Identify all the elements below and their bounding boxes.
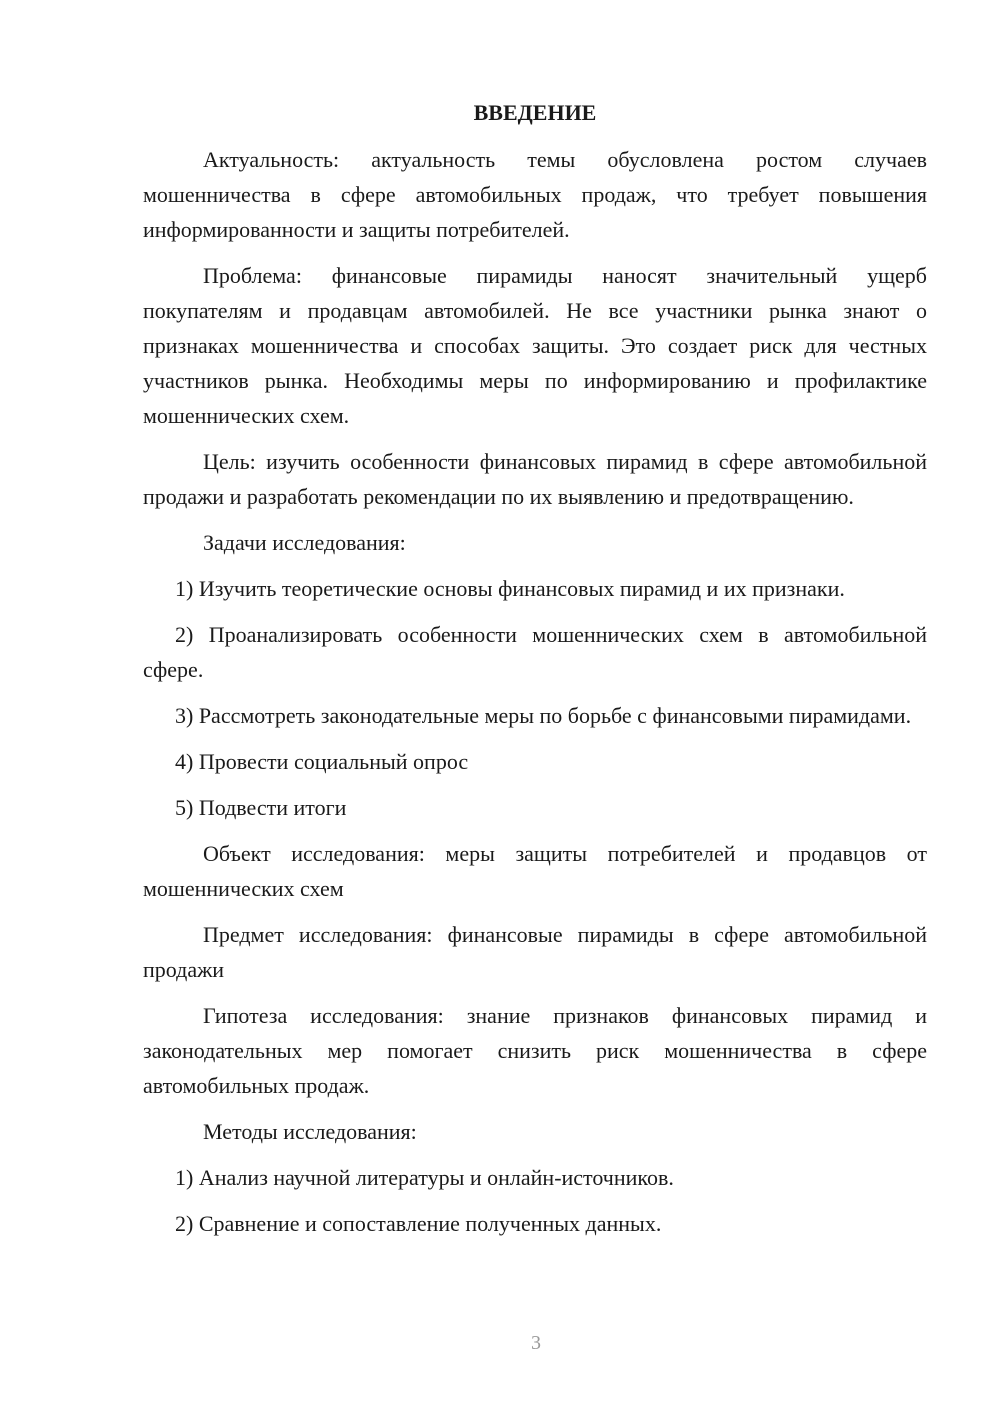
task-item: 5) Подвести итоги [175, 795, 347, 820]
page-title: ВВЕДЕНИЕ [473, 100, 597, 125]
task-item: 4) Провести социальный опрос [175, 749, 469, 774]
paragraph-problem: Проблема: финансовые пирамиды наносят значительный ущерб покупателям и продавцам автомобилей. Не все участники рынка знают о признаках мошенничества и способах защиты. Это создает риск для честных участников рынка. Необходимы меры по информированию и профилактике мошеннических схем. [143, 263, 927, 428]
tasks-title: Задачи исследования: [203, 530, 406, 555]
task-item: 1) Изучить теоретические основы финансовых пирамид и их признаки. [175, 576, 845, 601]
method-item: 1) Анализ научной литературы и онлайн-источников. [175, 1165, 674, 1190]
page-content [143, 95, 927, 1252]
paragraph-subject: Предмет исследования: финансовые пирамиды в сфере автомобильной продажи [143, 922, 927, 982]
method-item: 2) Сравнение и сопоставление полученных данных. [175, 1211, 662, 1236]
paragraph-relevance: Актуальность: актуальность темы обусловлена ростом случаев мошенничества в сфере автомобильных продаж, что требует повышения информированности и защиты потребителей. [143, 147, 927, 242]
methods-title: Методы исследования: [203, 1119, 417, 1144]
task-item: 3) Рассмотреть законодательные меры по борьбе с финансовыми пирамидами. [175, 703, 912, 728]
task-item: 2) Проанализировать особенности мошеннических схем в автомобильной сфере. [143, 622, 927, 682]
paragraph-goal: Цель: изучить особенности финансовых пирамид в сфере автомобильной продажи и разработать рекомендации по их выявлению и предотвращению. [143, 449, 927, 509]
page-number: 3 [531, 1332, 541, 1354]
paragraph-object: Объект исследования: меры защиты потребителей и продавцов от мошеннических схем [143, 841, 927, 901]
paragraph-hypothesis: Гипотеза исследования: знание признаков финансовых пирамид и законодательных мер помогает снизить риск мошенничества в сфере автомобильных продаж. [143, 1003, 927, 1098]
